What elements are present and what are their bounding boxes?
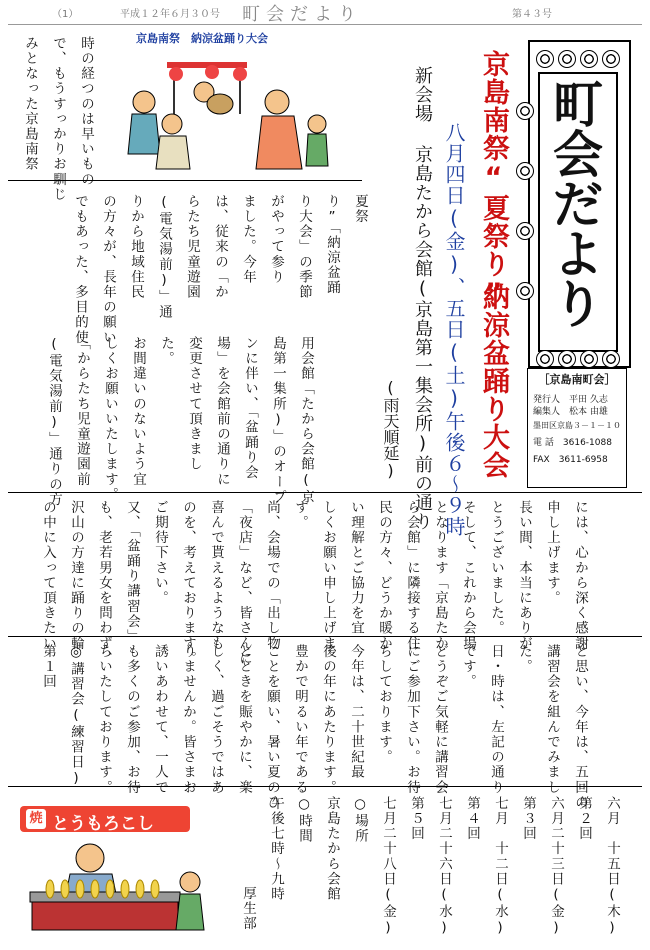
text-line: です。 <box>460 644 476 690</box>
stall-banner-text: とうもろこし <box>52 814 154 834</box>
text-line: 豊かで明るい年である <box>292 644 308 795</box>
text-line: も、老若男女を問わず、 <box>96 500 112 667</box>
schedule-signoff: 厚生部 <box>240 886 256 932</box>
row1-divider <box>8 180 362 181</box>
schedule-line: 第４回 <box>464 796 480 842</box>
text-line: 用会館「たから会館(京 <box>298 336 314 505</box>
publisher-box <box>527 368 627 488</box>
text-line: は、従来の「か <box>212 194 228 300</box>
text-line: りませんか。皆さまお <box>180 644 196 795</box>
text-line: ちいたしております。 <box>96 644 112 795</box>
text-line: となります「京島たか <box>432 500 448 651</box>
text-line: 申し上げます。 <box>544 500 560 606</box>
text-line: ました。今年 <box>240 194 256 285</box>
dancers-drawing <box>112 44 342 178</box>
publisher-name: 平田 久志 <box>569 394 608 405</box>
illustration-caption: 京島南祭 納涼盆踊り大会 <box>136 32 268 45</box>
text-line: で、もうすっかりお馴じ <box>50 36 66 203</box>
weather-note: (雨天順延) <box>381 378 400 480</box>
text-line: 後の年にあたります。 <box>320 644 336 795</box>
text-line: (電気湯前)」通 <box>156 194 172 320</box>
event-headline-1: 京島南祭“夏祭り” <box>478 50 509 310</box>
issue-number: 第４３号 <box>512 9 552 20</box>
schedule-line: 午後七時～九時 <box>268 796 284 902</box>
event-date: 八月四日(金)、五日(土)午後６～９時 <box>442 122 466 537</box>
intro-text <box>12 36 96 202</box>
text-line: みとなった京島南祭 <box>22 36 38 172</box>
row3-divider <box>8 636 642 637</box>
tel-label: 電 話 <box>533 437 554 448</box>
schedule-line: 七月二十六日(水) <box>436 796 452 937</box>
text-line: 「からたち児童遊園前 <box>74 336 90 487</box>
text-line: ちしております。 <box>376 644 392 765</box>
text-line: 第１回 <box>40 644 56 690</box>
body-text-row2-left <box>36 336 316 507</box>
crest-icon <box>580 350 598 368</box>
text-line: にご参加下さい。お待 <box>404 644 420 795</box>
header-rule <box>8 24 642 25</box>
text-line: 誘いあわせて、一人で <box>152 644 168 795</box>
text-line: と思い、今年は、五回の <box>572 644 588 811</box>
crest-icon <box>558 350 576 368</box>
fax-label: FAX <box>533 455 550 466</box>
schedule-list <box>230 796 622 937</box>
crest-icon <box>516 222 534 240</box>
schedule-line: 第５回 <box>408 796 424 842</box>
crest-icon <box>558 50 576 68</box>
masthead-char: り <box>553 275 603 334</box>
text-line: しくお願いいたします。 <box>102 336 118 503</box>
schedule-line: 第２回 <box>576 796 592 842</box>
editor-name: 松本 由雄 <box>569 406 608 417</box>
crest-icon <box>536 50 554 68</box>
text-line: がやって参り <box>268 194 284 285</box>
text-line: そして、これから会場 <box>460 500 476 651</box>
text-line: 喜んで貰えるようなも <box>208 500 224 651</box>
text-line: 尚、会場での「出し物 <box>264 500 280 651</box>
crest-icon <box>536 350 554 368</box>
header-title: 町会だより <box>242 4 362 25</box>
page-number: （1） <box>52 9 79 20</box>
schedule-line: ○時間 <box>296 796 312 844</box>
event-venue: 新会場 京島たから会館(京島第一集会所)前の通り <box>412 66 433 531</box>
fax-number: 3611-6958 <box>558 455 608 466</box>
org-name: ［京島南町会］ <box>538 373 616 386</box>
text-line: でもあった、多目的使 <box>72 194 88 345</box>
text-line: た。 <box>158 336 174 367</box>
crest-icon <box>602 50 620 68</box>
text-line: 講習会を組んでみまし <box>544 644 560 795</box>
crest-icon <box>602 350 620 368</box>
bon-odori-illustration <box>112 28 342 178</box>
text-line: 時の経つのは早いもの <box>78 36 94 187</box>
schedule-line: 七月二十八日(金) <box>380 796 396 937</box>
tel-number: 3616-1088 <box>562 437 612 448</box>
text-line: 島第一集所)」のオープ <box>270 336 286 505</box>
text-line: の方々が、長年の願い <box>100 194 116 345</box>
text-line: 変更させて頂きまし <box>186 336 202 472</box>
text-line: ンに伴い、「盆踊り会 <box>242 336 258 481</box>
schedule-line: 六月 十五日(木) <box>604 796 620 937</box>
body-text-row2-right <box>62 194 370 345</box>
text-line: 日・時は、左記の通り <box>488 644 504 795</box>
text-line: 又、「盆踊り講習会」 <box>124 500 140 645</box>
masthead-char: よ <box>553 225 603 284</box>
publisher-label: 発行人 <box>533 394 561 405</box>
crest-icon <box>580 50 598 68</box>
crest-icon <box>516 102 534 120</box>
schedule-line: 六月二十三日(金) <box>548 796 564 937</box>
masthead-char: 会 <box>553 125 603 184</box>
text-line: 場」を会館前の通りに <box>214 336 230 487</box>
corn-stall-illustration <box>20 806 220 936</box>
text-line: どうぞご気軽に講習会 <box>432 644 448 795</box>
text-line: しくお願い申し上げま <box>320 500 336 651</box>
masthead-box <box>528 40 631 368</box>
masthead-char: だ <box>553 175 603 234</box>
text-line: 民の方々、どうか暖か <box>376 500 392 651</box>
crest-icon <box>516 282 534 300</box>
text-line: には、心から深く感謝 <box>572 500 588 651</box>
schedule-line: 京島たから会館 <box>324 796 340 902</box>
text-line: のを、考えております。 <box>180 500 196 667</box>
text-line: い理解とご協力を宜 <box>348 500 364 636</box>
row4-divider <box>8 786 642 787</box>
text-line: 「夜店」など、皆さんに <box>236 500 252 667</box>
editor-label: 編集人 <box>533 406 561 417</box>
crest-icon <box>516 162 534 180</box>
text-line: らたち児童遊園 <box>184 194 200 300</box>
text-line: す。 <box>292 500 308 531</box>
corn-stall-drawing <box>20 834 220 936</box>
text-line: ご期待下さい。 <box>152 500 168 606</box>
masthead-char: 町 <box>553 75 603 134</box>
row2-divider <box>8 492 642 493</box>
masthead-title-frame <box>538 72 618 352</box>
text-line: (電気湯前)」通りの方 <box>46 336 62 508</box>
text-line: も多くのご参加、お待 <box>124 644 140 795</box>
text-line: の中に入って頂きたい <box>40 500 56 651</box>
address: 墨田区京島３－１－１０ <box>533 421 621 431</box>
issue-date: 平成１２年６月３０号 <box>120 9 220 20</box>
event-headline-2: 納涼盆踊り大会 <box>478 283 509 479</box>
body-text-row3 <box>30 500 590 666</box>
text-line: りから地域住民 <box>128 194 144 300</box>
text-line: しく、過ごそうではあ <box>208 644 224 795</box>
text-line: 今年は、二十世紀最 <box>348 644 364 780</box>
schedule-line: ○場所 <box>352 796 368 844</box>
text-line: お間違いのないよう宜 <box>130 336 146 487</box>
text-line: た。 <box>516 644 532 675</box>
text-line: り”「納涼盆踊 <box>324 194 340 296</box>
yaki-badge: 焼 <box>26 809 46 829</box>
schedule-line: 七月 十二日(水) <box>492 796 508 937</box>
schedule-line: 第３回 <box>520 796 536 842</box>
text-line: り大会」の季節 <box>296 194 312 300</box>
text-line: 沢山の方達に踊りの輪 <box>68 500 84 651</box>
text-line: ことを願い、暑い夏のひ <box>264 644 280 811</box>
text-line: ら会館」に隣接する住 <box>404 500 420 651</box>
text-line: とうございました。 <box>488 500 504 636</box>
text-line: 夏祭 <box>352 194 368 225</box>
text-line: とときを賑やかに、楽 <box>236 644 252 795</box>
text-line: 長い間、本当にありが <box>516 500 532 651</box>
text-line: ◎講習会(練習日) <box>68 644 84 788</box>
